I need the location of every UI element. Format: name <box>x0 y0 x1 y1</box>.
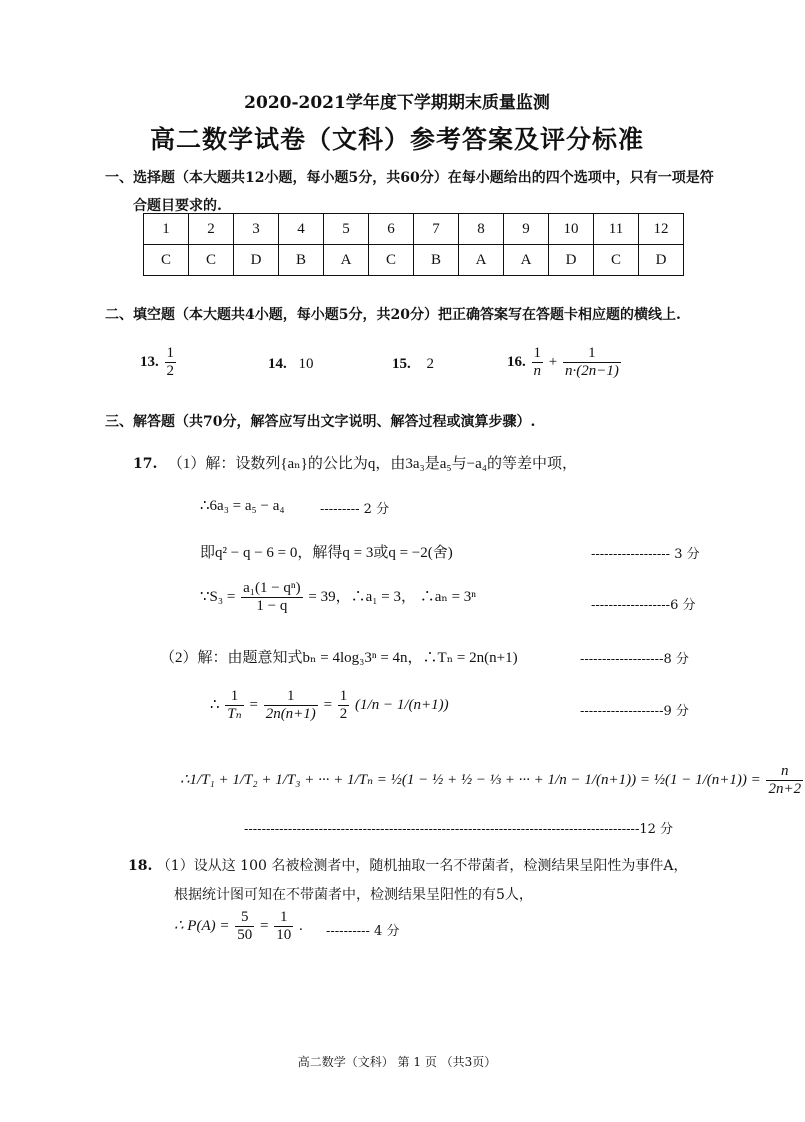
q16-fraction-1 <box>532 345 544 381</box>
q18-probability-lhs: ∴ P(A) = <box>174 918 230 935</box>
q18-line1-text: （1）设从这 100 名被检测者中，随机抽取一名不带菌者，检测结果呈阳性为事件A， <box>156 858 688 874</box>
q18-period: . <box>298 918 303 935</box>
q14-value: 10 <box>298 356 314 372</box>
q17-step5 <box>180 763 805 799</box>
q17-step1-score: --------- 2 分 <box>320 502 390 517</box>
table-cell: 8 <box>459 214 504 245</box>
q18-f1-numerator: 5 <box>235 909 254 927</box>
q18-line3-score: ---------- 4 分 <box>326 924 400 939</box>
table-cell: 6 <box>369 214 414 245</box>
q17-part2-score: -------------------8 分 <box>580 652 689 667</box>
q13-answer <box>140 345 178 381</box>
section3-heading: 三、解答题（共70分，解答应写出文字说明、解答过程或演算步骤）. <box>105 414 536 430</box>
table-cell: A <box>459 245 504 276</box>
table-cell: D <box>639 245 684 276</box>
q16-f1-denominator: n <box>533 363 541 380</box>
q16-plus: + <box>548 354 558 371</box>
q13-fraction <box>165 345 177 381</box>
q13-numerator: 1 <box>165 345 177 363</box>
q17-step2-score: ------------------ 3 分 <box>591 547 700 562</box>
answer-table-answer-row <box>144 245 684 276</box>
table-cell: 5 <box>324 214 369 245</box>
table-cell: 12 <box>639 214 684 245</box>
section1-heading-cont: 合题目要求的. <box>133 198 222 214</box>
q17-part1-text: （1）解：设数列{aₙ}的公比为q，由3a₃是a₅与−a₄的等差中项， <box>167 456 577 472</box>
q17-step5-result <box>766 763 803 799</box>
q17-step4-l-numerator: 1 <box>225 688 243 706</box>
q17-step4-fraction-m <box>264 688 318 724</box>
q17-step5-score: ------------------------------------------------------------------------------------------12 分 <box>244 822 674 837</box>
q17-step4-h-denominator: 2 <box>339 706 348 723</box>
q16-answer <box>507 345 623 381</box>
table-cell: 4 <box>279 214 324 245</box>
q17-step5-numerator: n <box>766 763 803 781</box>
q14-label: 14. <box>268 356 287 372</box>
q17-step3 <box>200 580 476 616</box>
q17-step4-equals: = <box>249 697 258 714</box>
q16-fraction-2 <box>563 345 621 381</box>
q17-part1-intro <box>133 452 577 473</box>
q16-f2-numerator: 1 <box>563 345 621 363</box>
q15-value: 2 <box>426 356 434 372</box>
q17-step4-m-denominator: 2n(n+1) <box>265 706 316 723</box>
q17-step4-score: -------------------9 分 <box>580 704 689 719</box>
q17-step4-h-numerator: 1 <box>338 688 350 706</box>
q17-step4-therefore: ∴ <box>210 697 220 714</box>
q17-step5-simplified: = ½(1 − 1/(n+1)) = <box>639 772 761 789</box>
q17-step4-l-denominator: Tₙ <box>227 706 242 723</box>
table-cell: 9 <box>504 214 549 245</box>
q17-step4-parenthetical: (1/n − 1/(n+1)) <box>355 697 449 714</box>
q17-step1: ∴6a₃ = a₅ − a₄ <box>200 498 285 514</box>
table-cell: 1 <box>144 214 189 245</box>
q17-part2-intro: （2）解：由题意知式bₙ = 4log₃3ⁿ = 4n，∴Tₙ = 2n(n+1) <box>160 650 518 666</box>
q17-step5-denominator: 2n+2 <box>768 781 802 798</box>
q17-step3-rhs: = 39，∴a₁ = 3， ∴aₙ = 3ⁿ <box>308 589 477 606</box>
q18-line1 <box>128 855 687 875</box>
table-cell: 7 <box>414 214 459 245</box>
q17-step3-score: ------------------6 分 <box>591 598 696 613</box>
q17-step3-fraction <box>241 580 303 616</box>
table-cell: A <box>504 245 549 276</box>
table-cell: 2 <box>189 214 234 245</box>
q17-step3-denominator: 1 − q <box>256 598 288 615</box>
q17-step4-fraction-h <box>338 688 350 724</box>
q18-fraction-2 <box>274 909 293 945</box>
table-cell: B <box>414 245 459 276</box>
q14-answer <box>268 356 314 373</box>
q17-label: 17. <box>133 456 158 472</box>
q18-fraction-1 <box>235 909 254 945</box>
q16-f2-denominator: n·(2n−1) <box>564 363 619 380</box>
exam-year-title: 2020-2021学年度下学期期末质量监测 <box>244 93 550 113</box>
q17-step2: 即q² − q − 6 = 0，解得q = 3或q = −2(舍) <box>200 545 453 561</box>
table-cell: C <box>369 245 414 276</box>
section1-heading: 一、选择题（本大题共12小题，每小题5分，共60分）在每小题给出的四个选项中，只有一项是符 <box>105 170 714 186</box>
q13-denominator: 2 <box>166 363 174 380</box>
q17-step4 <box>210 688 449 724</box>
table-cell: A <box>324 245 369 276</box>
q18-line2: 根据统计图可知在不带菌者中，检测结果呈阳性的有5人， <box>174 887 533 903</box>
q18-f2-denominator: 10 <box>276 927 292 944</box>
q16-label: 16. <box>507 354 526 371</box>
table-cell: D <box>549 245 594 276</box>
q18-equals: = <box>259 918 269 935</box>
q17-step4-fraction-l <box>225 688 243 724</box>
table-cell: B <box>279 245 324 276</box>
q15-label: 15. <box>392 356 411 372</box>
section2-heading: 二、填空题（本大题共4小题，每小题5分，共20分）把正确答案写在答题卡相应题的横线上. <box>105 307 681 323</box>
q17-step4-equals-2: = <box>323 697 333 714</box>
q17-step3-lhs: ∵S₃ = <box>200 589 236 606</box>
q17-step3-numerator: a₁(1 − qⁿ) <box>241 580 303 598</box>
q18-line3 <box>174 909 303 945</box>
table-cell: 11 <box>594 214 639 245</box>
q18-f2-numerator: 1 <box>274 909 293 927</box>
q15-answer <box>392 356 434 373</box>
exam-main-title: 高二数学试卷（文科）参考答案及评分标准 <box>149 125 644 154</box>
page-footer: 高二数学（文科） 第 1 页 （共3页） <box>297 1055 497 1069</box>
answer-table-number-row <box>144 214 684 245</box>
q13-label: 13. <box>140 354 159 371</box>
table-cell: C <box>189 245 234 276</box>
table-cell: 3 <box>234 214 279 245</box>
q16-f1-numerator: 1 <box>532 345 544 363</box>
q17-step5-telescoping: = ½(1 − ½ + ½ − ⅓ + ··· + 1/n − 1/(n+1)) <box>376 772 637 789</box>
table-cell: C <box>144 245 189 276</box>
q18-label: 18. <box>128 858 153 874</box>
q18-f1-denominator: 50 <box>237 927 253 944</box>
answer-table <box>143 213 684 276</box>
q17-step5-sum: ∴1/T₁ + 1/T₂ + 1/T₃ + ··· + 1/Tₙ <box>180 772 374 789</box>
table-cell: D <box>234 245 279 276</box>
table-cell: C <box>594 245 639 276</box>
q17-step4-m-numerator: 1 <box>264 688 318 706</box>
table-cell: 10 <box>549 214 594 245</box>
